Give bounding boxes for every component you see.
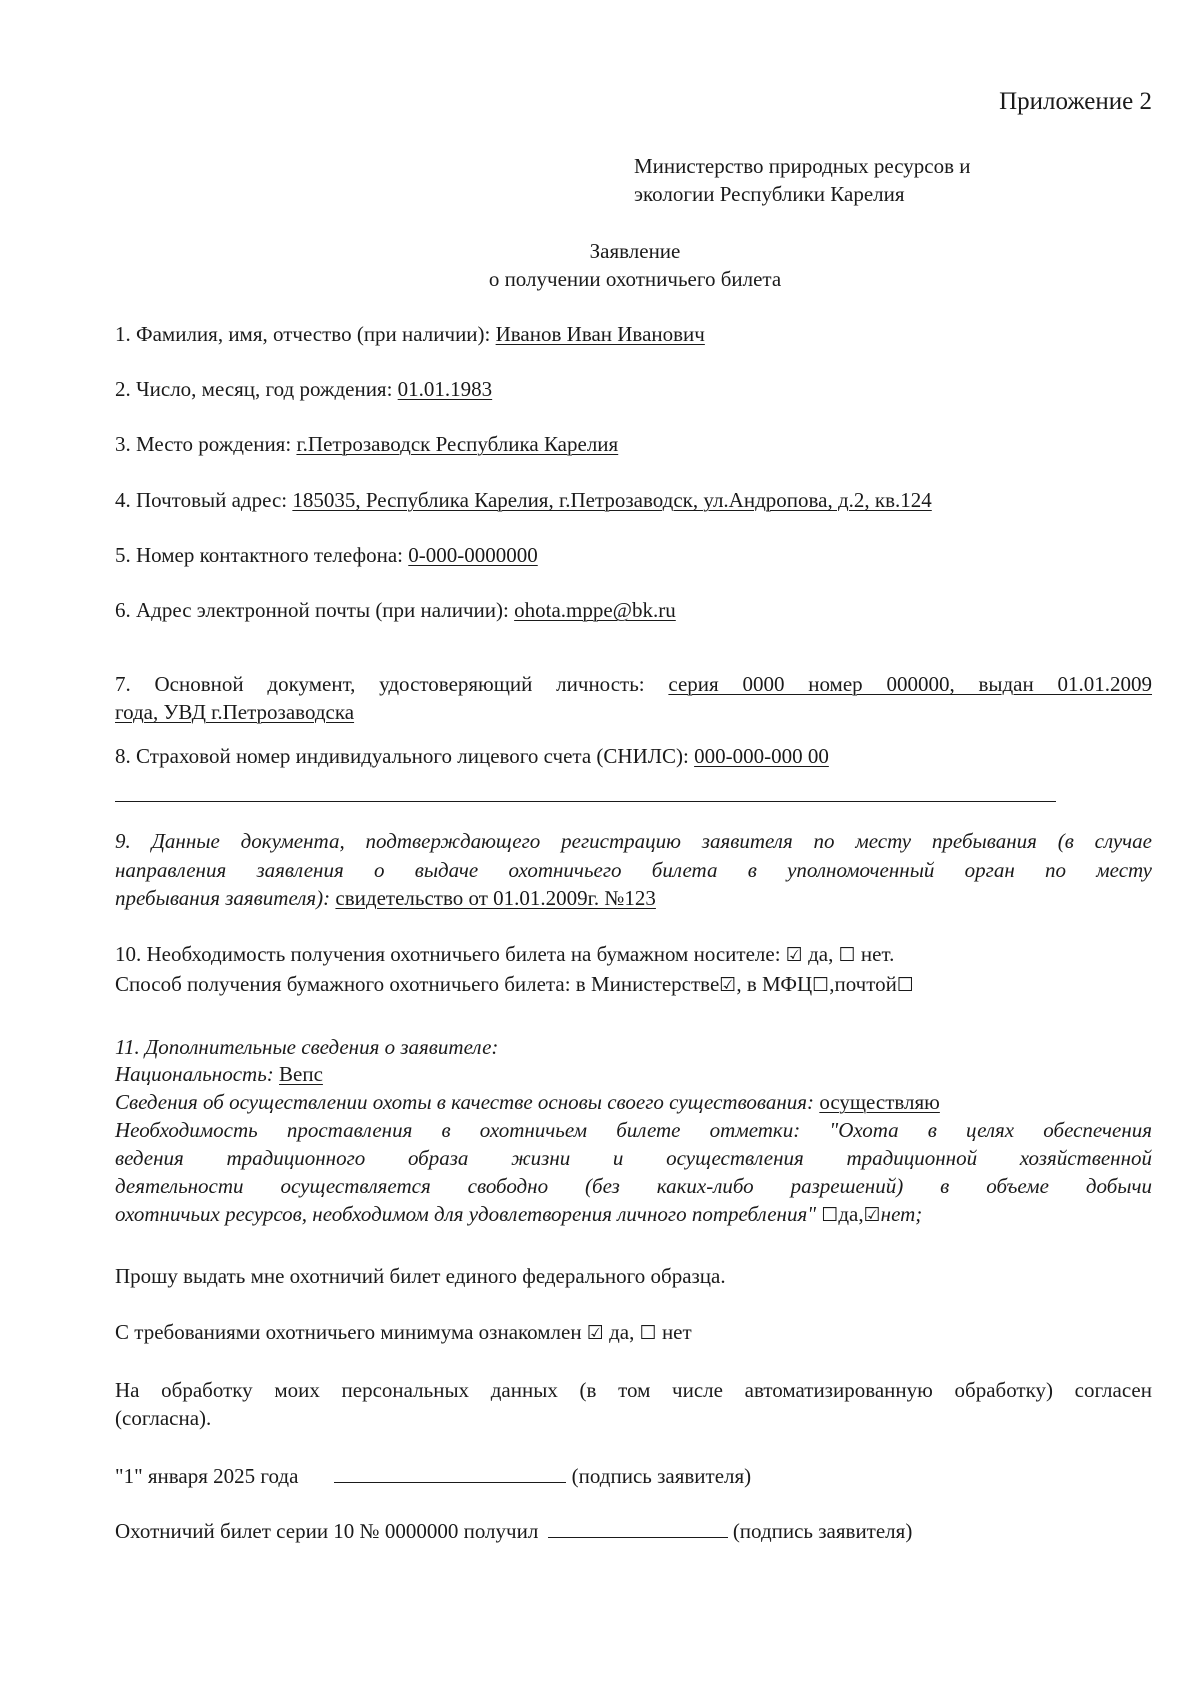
addressee-block [634,152,971,208]
field-identity-document-cont [115,698,1152,726]
field-label: С требованиями охотничьего минимума ознакомлен [115,1320,587,1344]
field-mark-line-3: деятельности осуществляется свободно (без каких-либо разрешений) в объеме добычи [115,1174,1152,1198]
field-value: 0-000-0000000 [408,543,538,567]
field-birth-date [115,375,1152,403]
checkbox-minimum-no[interactable]: ☐ [639,1322,657,1344]
consent-line-2: (согласна). [115,1406,212,1430]
field-value: г.Петрозаводск Республика Карелия [296,432,619,456]
field-label: 10. Необходимость получения охотничьего билета на бумажном носителе: [115,942,786,966]
title-line-1: Заявление [589,239,681,263]
field-hunting-livelihood [115,1088,1152,1116]
field-label: 2. Число, месяц, год рождения: [115,377,398,401]
field-birth-place [115,430,1152,458]
addressee-line-2: экологии Республики Карелия [634,182,905,206]
field-label: Способ получения бумажного охотничьего билета: в Министерстве [115,972,720,996]
field-snils [115,742,1152,770]
field-email [115,596,1152,624]
field-label: 8. Страховой номер индивидуального лицевого счета (СНИЛС): [115,744,695,768]
hunting-minimum-ack [115,1318,1152,1347]
field-value: 000-000-000 00 [694,744,829,768]
request-statement: Прошу выдать мне охотничий билет единого федерального образца. [115,1264,726,1288]
field-full-name [115,320,1152,348]
checkbox-mfc[interactable]: ☐ [812,974,830,996]
signature-caption: (подпись заявителя) [571,1464,752,1488]
checkbox-mark-yes[interactable]: ☐ [821,1204,839,1226]
option-no-label: нет; [880,1202,923,1226]
field-mark-line-1: Необходимость проставления в охотничьем билете отметки: "Охота в целях обеспечения [115,1118,1152,1142]
checkbox-post[interactable]: ☐ [896,974,914,996]
consent-line-1: На обработку моих персональных данных (в том числе автоматизированную обработку) согласен [115,1378,1152,1402]
field-delivery-method [115,970,1152,999]
checkbox-minimum-yes[interactable]: ☑ [586,1322,604,1344]
field-label: 3. Место рождения: [115,432,297,456]
field-value: серия 0000 номер 000000, выдан 01.01.2009 [668,672,1152,696]
application-date: "1" января 2025 года [115,1464,299,1488]
field-value: 185035, Республика Карелия, г.Петрозаводск, ул.Андропова, д.2, кв.124 [292,488,932,512]
option-yes-label: да, [609,1320,635,1344]
document-title [0,237,1200,293]
option-no-label: нет [661,1320,692,1344]
field-nationality [115,1060,1152,1088]
field-value: Вепс [279,1062,323,1086]
field-registration-line-3 [115,884,1152,912]
received-text: Охотничий билет серии 10 № 0000000 получил [115,1519,544,1543]
signature-caption: (подпись заявителя) [732,1519,913,1543]
field-label: 7. Основной документ, удостоверяющий личность: [115,672,669,696]
field-label: Национальность: [115,1062,280,1086]
addressee-line-1: Министерство природных ресурсов и [634,154,971,178]
field-registration-line-1: 9. Данные документа, подтверждающего регистрацию заявителя по месту пребывания (в случае [115,829,1152,853]
field-value: ohota.mppe@bk.ru [514,598,676,622]
additional-info-title: 11. Дополнительные сведения о заявителе: [115,1035,499,1059]
field-mark-line-2: ведения традиционного образа жизни и осуществления традиционной хозяйственной [115,1146,1152,1170]
title-line-2: о получении охотничьего билета [488,267,782,291]
field-label: 6. Адрес электронной почты (при наличии): [115,598,515,622]
field-value: осуществляю [819,1090,940,1114]
signature-blank[interactable] [334,1462,566,1483]
field-identity-document [115,670,1152,698]
field-label: 1. Фамилия, имя, отчество (при наличии): [115,322,496,346]
separator-line [115,801,1056,802]
option-yes-label: да, [808,942,834,966]
option-mfc-label: , в МФЦ [736,972,813,996]
field-registration-line-2: направления заявления о выдаче охотничьего билета в уполномоченный орган по месту [115,858,1152,882]
checkbox-paper-yes[interactable]: ☑ [785,944,803,966]
field-label: 5. Номер контактного телефона: [115,543,409,567]
field-value: Иванов Иван Иванович [495,322,705,346]
field-value: года, УВД г.Петрозаводска [115,700,355,724]
received-row [115,1517,1152,1545]
field-postal-address [115,486,1152,514]
field-label: пребывания заявителя): [115,886,336,910]
field-label: Сведения об осуществлении охоты в качестве основы своего существования: [115,1090,820,1114]
checkbox-mark-no[interactable]: ☑ [863,1204,881,1226]
field-phone [115,541,1152,569]
field-label: 4. Почтовый адрес: [115,488,293,512]
option-post-label: ,почтой [829,972,897,996]
option-yes-label: да, [838,1202,864,1226]
field-value: 01.01.1983 [397,377,493,401]
field-paper-ticket [115,940,1152,969]
field-mark-line-4 [115,1200,1152,1229]
option-no-label: нет. [860,942,895,966]
signature-blank[interactable] [548,1517,728,1538]
field-value: свидетельство от 01.01.2009г. №123 [335,886,656,910]
field-label: охотничьих ресурсов, необходимом для удовлетворения личного потребления" [115,1202,822,1226]
date-signature-row [115,1462,1152,1490]
appendix-label: Приложение 2 [999,88,1152,115]
checkbox-paper-no[interactable]: ☐ [838,944,856,966]
checkbox-ministry[interactable]: ☑ [719,974,737,996]
